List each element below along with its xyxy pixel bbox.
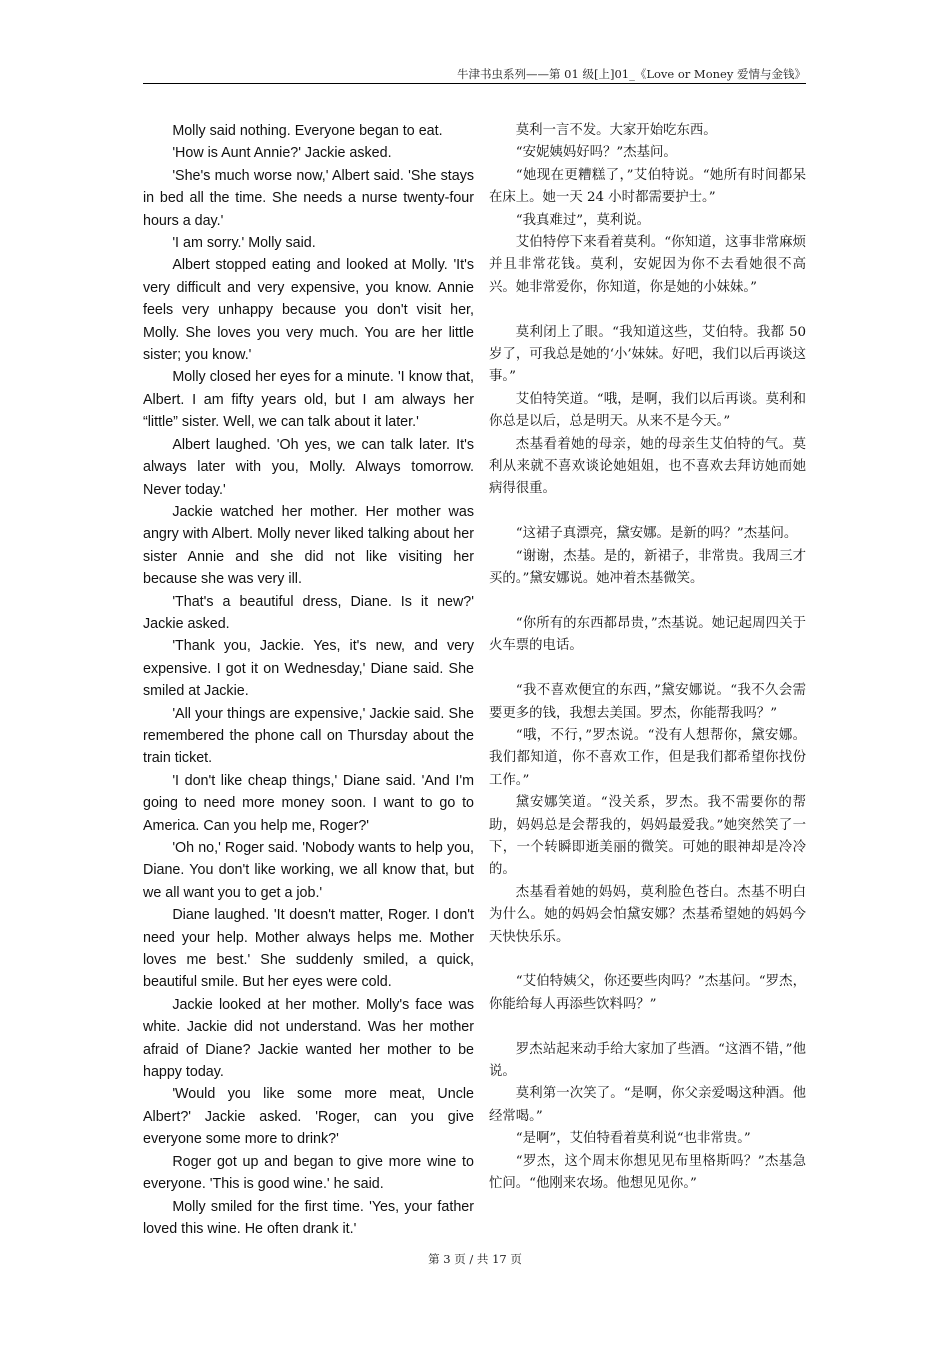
chinese-paragraph: 杰基看着她的妈妈，莫利脸色苍白。杰基不明白为什么。她的妈妈会怕黛安娜？杰基希望她的妈妈今天快快乐乐。: [489, 884, 806, 945]
english-paragraph: Molly smiled for the first time. 'Yes, your father loved this wine. He often drank it.': [143, 1198, 474, 1237]
english-paragraph: Albert laughed. 'Oh yes, we can talk later. It's always later with you, Molly. Always tomorrow. Never today.': [143, 436, 474, 498]
english-paragraph: 'I don't like cheap things,' Diane said. 'And I'm going to need more money soon. I want to go to America. Can you help me, Roger?': [143, 772, 474, 834]
chinese-paragraph: 杰基看着她的母亲，她的母亲生艾伯特的气。莫利从来就不喜欢谈论她姐姐，也不喜欢去拜访她而她病得很重。: [489, 436, 806, 497]
header-rule: [143, 83, 806, 84]
english-paragraph: Jackie looked at her mother. Molly's face was white. Jackie did not understand. Was her mother afraid of Diane? Jackie wanted her mother to be happy today.: [143, 996, 474, 1081]
english-paragraph: 'That's a beautiful dress, Diane. Is it new?' Jackie asked.: [143, 593, 474, 632]
english-paragraph: 'She's much worse now,' Albert said. 'She stays in bed all the time. She needs a nurse twenty-four hours a day.': [143, 167, 474, 229]
english-paragraph: 'Thank you, Jackie. Yes, it's new, and very expensive. I got it on Wednesday,' Diane said. She smiled at Jackie.: [143, 638, 474, 700]
english-paragraph: Molly said nothing. Everyone began to eat.: [172, 123, 443, 139]
chinese-paragraph: “我真难过”，莫利说。: [515, 212, 651, 228]
chinese-paragraph: 莫利一言不发。大家开始吃东西。: [515, 123, 717, 138]
english-paragraph: 'Would you like some more meat, Uncle Albert?' Jackie asked. 'Roger, can you give everyone some more to drink?': [143, 1086, 474, 1148]
chinese-paragraph: 莫利闭上了眼。“我知道这些，艾伯特。我都 50 岁了，可我总是她的‘小’妹妹。好吧，我们以后再谈这事。”: [489, 324, 806, 385]
chinese-paragraph: “艾伯特姨父，你还要些肉吗？”杰基问。“罗杰，你能给每人再添些饮料吗？”: [489, 974, 806, 1012]
chinese-paragraph: “我不喜欢便宜的东西，”黛安娜说。“我不久会需要更多的钱，我想去美国。罗杰，你能帮我吗？”: [489, 683, 806, 721]
chinese-paragraph: “这裙子真漂亮，黛安娜。是新的吗？”杰基问。: [515, 526, 798, 542]
english-paragraph: Jackie watched her mother. Her mother was angry with Albert. Molly never liked talking about her sister Annie and she did not like visiting her because she was very ill.: [143, 503, 474, 588]
chinese-paragraph: “哦，不行，”罗杰说。“没有人想帮你，黛安娜。我们都知道，你不喜欢工作，但是我们都希望你找份工作。”: [489, 727, 806, 788]
chinese-column: [489, 120, 806, 1195]
page-number: 第 3 页 / 共 17 页: [428, 1252, 522, 1266]
chinese-paragraph: 艾伯特笑道。“哦，是啊，我们以后再谈。莫利和你总是以后，总是明天。从来不是今天。”: [489, 391, 806, 430]
chinese-paragraph: 黛安娜笑道。“没关系，罗杰。我不需要你的帮助，妈妈总是会帮我的，妈妈最爱我。”她突然笑了一下，一个转瞬即逝美丽的微笑。可她的眼神却是冷冷的。: [489, 795, 806, 878]
english-paragraph: Diane laughed. 'It doesn't matter, Roger. I don't need your help. Mother always helps me. Mother loves me best.' She suddenly smiled, a quick, beautiful smile. But her eyes were cold.: [143, 907, 474, 991]
running-header: 牛津书虫系列——第 01 级[上]01_《Love or Money 爱情与金钱》: [457, 67, 806, 81]
english-paragraph: 'Oh no,' Roger said. 'Nobody wants to help you, Diane. You don't like working, we all know that, but we all want you to get a job.': [143, 840, 474, 901]
chinese-paragraph: “罗杰，这个周末你想见见布里格斯吗？”杰基急忙问。“他刚来农场。他想见见你。”: [489, 1153, 806, 1191]
chinese-paragraph: 莫利第一次笑了。“是啊，你父亲爱喝这种酒。他经常喝。”: [489, 1086, 806, 1124]
english-paragraph: 'How is Aunt Annie?' Jackie asked.: [172, 145, 392, 162]
english-paragraph: Molly closed her eyes for a minute. 'I know that, Albert. I am fifty years old, but I am always her “little” sister. Well, we can talk about it later.': [143, 369, 474, 431]
english-paragraph: 'All your things are expensive,' Jackie said. She remembered the phone call on Thursday about the train ticket.: [143, 705, 474, 767]
chinese-paragraph: “安妮姨妈好吗？”杰基问。: [515, 145, 677, 161]
chinese-paragraph: 艾伯特停下来看着莫利。“你知道，这事非常麻烦并且非常花钱。莫利，安妮因为你不去看她很不高兴。她非常爱你，你知道，你是她的小妹妹。”: [489, 235, 806, 295]
chinese-paragraph: “是啊”，艾伯特看着莫利说“也非常贵。”: [515, 1131, 751, 1147]
chinese-paragraph: “她现在更糟糕了，”艾伯特说。“她所有时间都呆在床上。她一天 24 小时都需要护士。”: [489, 167, 806, 206]
chinese-paragraph: 罗杰站起来动手给大家加了些酒。“这酒不错，”他说。: [489, 1041, 806, 1079]
english-paragraph: Roger got up and began to give more wine to everyone. 'This is good wine.' he said.: [143, 1153, 474, 1193]
english-column: [143, 120, 474, 1240]
chinese-paragraph: “谢谢，杰基。是的，新裙子，非常贵。我周三才买的。”黛安娜说。她冲着杰基微笑。: [489, 548, 806, 587]
english-paragraph: 'I am sorry.' Molly said.: [172, 235, 316, 252]
english-paragraph: Albert stopped eating and looked at Molly. 'It's very difficult and very expensive, you know. Annie feels very unhappy because you don't visit her, Molly. She loves you very much. You are her little sister; you know.': [143, 257, 474, 364]
chinese-paragraph: “你所有的东西都昂贵，”杰基说。她记起周四关于火车票的电话。: [489, 615, 806, 654]
